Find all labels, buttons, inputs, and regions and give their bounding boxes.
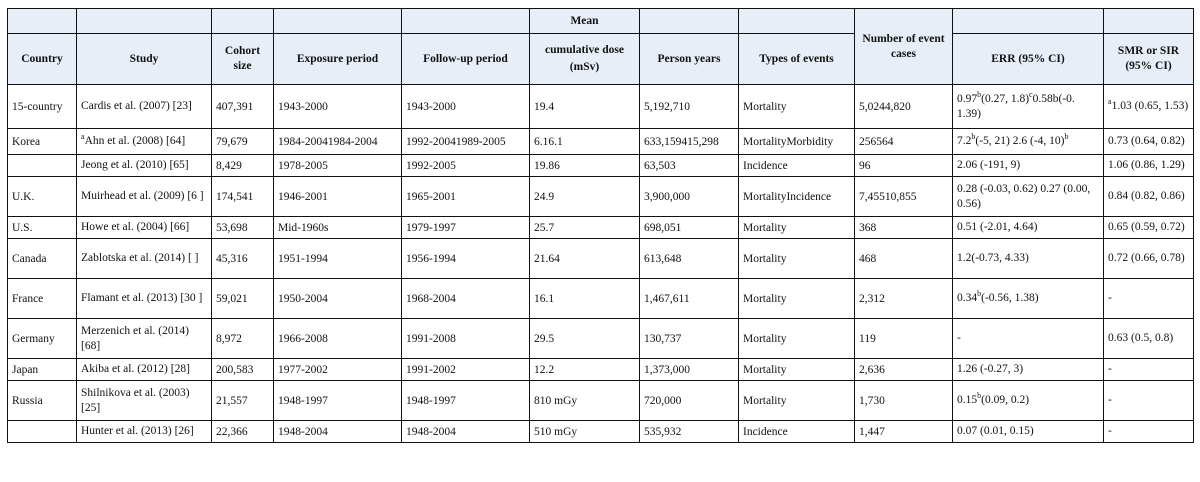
- cell-cumulative-dose: 6.16.1: [530, 129, 640, 155]
- footnote-marker: a: [81, 132, 85, 142]
- cell-study: Merzenich et al. (2014) [68]: [77, 319, 212, 359]
- cell-cumulative-dose: 29.5: [530, 319, 640, 359]
- cell-person-years: 720,000: [640, 381, 739, 421]
- cell-smr-sir: -: [1104, 279, 1194, 319]
- cell-cohort-size: 79,679: [212, 129, 274, 155]
- cell-text: 1.39): [957, 107, 981, 120]
- table-row: [8, 359, 1194, 381]
- cell-study: Cardis et al. (2007) [23]: [77, 85, 212, 129]
- header-cumulative-dose: cumulative dose (mSv): [530, 34, 640, 85]
- cell-person-years: 698,051: [640, 217, 739, 239]
- header-exposure-period: Exposure period: [274, 34, 402, 85]
- footnote-marker: b: [977, 289, 982, 299]
- cell-types-of-events: Mortality: [739, 381, 855, 421]
- cell-text: 1.53): [1161, 100, 1189, 113]
- header-top-empty: [640, 9, 739, 34]
- cell-study: Akiba et al. (2012) [28]: [77, 359, 212, 381]
- cell-exposure-period: 1950-2004: [274, 279, 402, 319]
- header-event-cases: Number of event cases: [855, 9, 953, 85]
- cell-person-years: 130,737: [640, 319, 739, 359]
- cell-study: Shilnikova et al. (2003) [25]: [77, 381, 212, 421]
- cell-cohort-size: 21,557: [212, 381, 274, 421]
- cell-cumulative-dose: 510 mGy: [530, 421, 640, 443]
- cell-err: 0.07 (0.01, 0.15): [953, 421, 1104, 443]
- cell-exposure-period: 1978-2005: [274, 155, 402, 177]
- cell-text: (-5, 21) 2.6 (-4, 10): [975, 135, 1065, 148]
- cell-followup-period: 1979-1997: [402, 217, 530, 239]
- table-row: [8, 279, 1194, 319]
- header-types-of-events: Types of events: [739, 34, 855, 85]
- cell-types-of-events: Mortality: [739, 319, 855, 359]
- cell-event-cases: 2,312: [855, 279, 953, 319]
- cell-cumulative-dose: 21.64: [530, 239, 640, 279]
- cell-types-of-events: Mortality: [739, 359, 855, 381]
- cell-exposure-period: 1948-1997: [274, 381, 402, 421]
- cohort-studies-table: [7, 8, 1194, 443]
- header-row-top: [8, 9, 1194, 34]
- cell-exposure-period: Mid-1960s: [274, 217, 402, 239]
- cell-followup-period: 1992-20041989-2005: [402, 129, 530, 155]
- header-person-years: Person years: [640, 34, 739, 85]
- cell-text: 1.03 (0.65,: [1111, 100, 1162, 113]
- cell-person-years: 535,932: [640, 421, 739, 443]
- cell-event-cases: 7,45510,855: [855, 177, 953, 217]
- cell-smr-sir: -: [1104, 359, 1194, 381]
- cell-exposure-period: 1951-1994: [274, 239, 402, 279]
- cell-types-of-events: Incidence: [739, 155, 855, 177]
- cell-err: 1.2(-0.73, 4.33): [953, 239, 1104, 279]
- cell-cumulative-dose: 19.4: [530, 85, 640, 129]
- header-followup-period: Follow-up period: [402, 34, 530, 85]
- cell-study: [77, 129, 212, 155]
- cell-followup-period: 1991-2008: [402, 319, 530, 359]
- footnote-marker: c: [1029, 90, 1033, 100]
- cell-cohort-size: 200,583: [212, 359, 274, 381]
- table-row: [8, 319, 1194, 359]
- cell-cumulative-dose: 16.1: [530, 279, 640, 319]
- cell-err: [953, 381, 1104, 421]
- cell-text: (-0.56, 1.38): [981, 292, 1039, 305]
- table-row: [8, 239, 1194, 279]
- cell-cumulative-dose: 12.2: [530, 359, 640, 381]
- table-row: [8, 85, 1194, 129]
- header-top-empty: [953, 9, 1104, 34]
- cell-followup-period: 1968-2004: [402, 279, 530, 319]
- cell-event-cases: 1,730: [855, 381, 953, 421]
- cell-study: Hunter et al. (2013) [26]: [77, 421, 212, 443]
- cell-text: 7.2: [957, 135, 972, 148]
- cell-study: Jeong et al. (2010) [65]: [77, 155, 212, 177]
- cell-smr-sir: 0.73 (0.64, 0.82): [1104, 129, 1194, 155]
- header-row-main: [8, 34, 1194, 85]
- cell-exposure-period: 1977-2002: [274, 359, 402, 381]
- cell-person-years: 1,467,611: [640, 279, 739, 319]
- cell-text: 0.58b(-0.: [1032, 93, 1075, 106]
- cell-cumulative-dose: 24.9: [530, 177, 640, 217]
- header-top-empty: [77, 9, 212, 34]
- header-study: Study: [77, 34, 212, 85]
- cell-smr-sir: 0.65 (0.59, 0.72): [1104, 217, 1194, 239]
- cell-smr-sir: -: [1104, 421, 1194, 443]
- cell-text: 0.34: [957, 292, 978, 305]
- table-body: [8, 85, 1194, 443]
- cell-exposure-period: 1943-2000: [274, 85, 402, 129]
- cell-text: (0.09, 0.2): [981, 394, 1030, 407]
- cell-followup-period: 1965-2001: [402, 177, 530, 217]
- cell-person-years: 3,900,000: [640, 177, 739, 217]
- cell-person-years: 613,648: [640, 239, 739, 279]
- cell-followup-period: 1956-1994: [402, 239, 530, 279]
- cell-types-of-events: Mortality: [739, 279, 855, 319]
- cell-event-cases: 119: [855, 319, 953, 359]
- cell-cohort-size: 53,698: [212, 217, 274, 239]
- footnote-marker: a: [1108, 97, 1112, 107]
- cell-followup-period: 1948-2004: [402, 421, 530, 443]
- cell-smr-sir: 0.72 (0.66, 0.78): [1104, 239, 1194, 279]
- cell-followup-period: 1948-1997: [402, 381, 530, 421]
- header-top-empty: [739, 9, 855, 34]
- cell-study: Muirhead et al. (2009) [6 ]: [77, 177, 212, 217]
- cell-cohort-size: 59,021: [212, 279, 274, 319]
- cell-event-cases: 96: [855, 155, 953, 177]
- cell-err: 1.26 (-0.27, 3): [953, 359, 1104, 381]
- cell-err: [953, 129, 1104, 155]
- table-container: [7, 8, 1193, 443]
- cell-event-cases: 368: [855, 217, 953, 239]
- cell-exposure-period: 1948-2004: [274, 421, 402, 443]
- cell-followup-period: 1991-2002: [402, 359, 530, 381]
- cell-country: Korea: [8, 129, 77, 155]
- cell-country: Germany: [8, 319, 77, 359]
- footnote-marker: b: [1064, 132, 1069, 142]
- table-row: [8, 177, 1194, 217]
- footnote-marker: b: [977, 90, 982, 100]
- cell-err: -: [953, 319, 1104, 359]
- header-top-empty: [8, 9, 77, 34]
- cell-event-cases: 2,636: [855, 359, 953, 381]
- cell-exposure-period: 1984-20041984-2004: [274, 129, 402, 155]
- table-row: [8, 381, 1194, 421]
- cell-smr-sir: 1.06 (0.86, 1.29): [1104, 155, 1194, 177]
- header-top-empty: [212, 9, 274, 34]
- table-row: [8, 129, 1194, 155]
- cell-cohort-size: 407,391: [212, 85, 274, 129]
- header-top-empty: [402, 9, 530, 34]
- cell-text: Ahn et al. (2008) [64]: [84, 135, 186, 148]
- table-row: [8, 217, 1194, 239]
- cell-text: 0.97: [957, 93, 978, 106]
- cell-event-cases: 468: [855, 239, 953, 279]
- cell-cohort-size: 8,429: [212, 155, 274, 177]
- cell-study: Zablotska et al. (2014) [ ]: [77, 239, 212, 279]
- cell-event-cases: 1,447: [855, 421, 953, 443]
- cell-person-years: 5,192,710: [640, 85, 739, 129]
- header-err: ERR (95% CI): [953, 34, 1104, 85]
- cell-country: France: [8, 279, 77, 319]
- cell-smr-sir: -: [1104, 381, 1194, 421]
- cell-smr-sir: 0.63 (0.5, 0.8): [1104, 319, 1194, 359]
- header-cohort-size: Cohort size: [212, 34, 274, 85]
- header-dose-top: Mean: [530, 9, 640, 34]
- cell-event-cases: 256564: [855, 129, 953, 155]
- cell-cohort-size: 45,316: [212, 239, 274, 279]
- cell-person-years: 63,503: [640, 155, 739, 177]
- cell-exposure-period: 1966-2008: [274, 319, 402, 359]
- footnote-marker: b: [971, 132, 976, 142]
- cell-country: 15-country: [8, 85, 77, 129]
- cell-types-of-events: MortalityIncidence: [739, 177, 855, 217]
- cell-country: [8, 155, 77, 177]
- cell-exposure-period: 1946-2001: [274, 177, 402, 217]
- cell-cumulative-dose: 810 mGy: [530, 381, 640, 421]
- cell-types-of-events: Incidence: [739, 421, 855, 443]
- table-row: [8, 421, 1194, 443]
- cell-cumulative-dose: 25.7: [530, 217, 640, 239]
- cell-types-of-events: Mortality: [739, 239, 855, 279]
- cell-cohort-size: 8,972: [212, 319, 274, 359]
- cell-types-of-events: Mortality: [739, 217, 855, 239]
- cell-cohort-size: 22,366: [212, 421, 274, 443]
- cell-country: [8, 421, 77, 443]
- cell-text: (0.27, 1.8): [981, 93, 1030, 106]
- cell-event-cases: 5,0244,820: [855, 85, 953, 129]
- cell-types-of-events: Mortality: [739, 85, 855, 129]
- header-smr-sir: SMR or SIR (95% CI): [1104, 34, 1194, 85]
- cell-smr-sir: [1104, 85, 1194, 129]
- header-top-empty: [274, 9, 402, 34]
- cell-country: U.S.: [8, 217, 77, 239]
- cell-study: Flamant et al. (2013) [30 ]: [77, 279, 212, 319]
- cell-err: 2.06 (-191, 9): [953, 155, 1104, 177]
- cell-country: Canada: [8, 239, 77, 279]
- cell-smr-sir: 0.84 (0.82, 0.86): [1104, 177, 1194, 217]
- cell-text: 0.15: [957, 394, 978, 407]
- cell-country: U.K.: [8, 177, 77, 217]
- cell-country: Russia: [8, 381, 77, 421]
- cell-followup-period: 1943-2000: [402, 85, 530, 129]
- cell-person-years: 1,373,000: [640, 359, 739, 381]
- cell-err: 0.51 (-2.01, 4.64): [953, 217, 1104, 239]
- footnote-marker: b: [977, 391, 982, 401]
- header-top-empty: [1104, 9, 1194, 34]
- cell-err: [953, 85, 1104, 129]
- cell-person-years: 633,159415,298: [640, 129, 739, 155]
- cell-study: Howe et al. (2004) [66]: [77, 217, 212, 239]
- cell-cohort-size: 174,541: [212, 177, 274, 217]
- cell-err: 0.28 (-0.03, 0.62) 0.27 (0.00, 0.56): [953, 177, 1104, 217]
- cell-followup-period: 1992-2005: [402, 155, 530, 177]
- header-country: Country: [8, 34, 77, 85]
- table-row: [8, 155, 1194, 177]
- cell-country: Japan: [8, 359, 77, 381]
- cell-cumulative-dose: 19.86: [530, 155, 640, 177]
- cell-types-of-events: MortalityMorbidity: [739, 129, 855, 155]
- cell-err: [953, 279, 1104, 319]
